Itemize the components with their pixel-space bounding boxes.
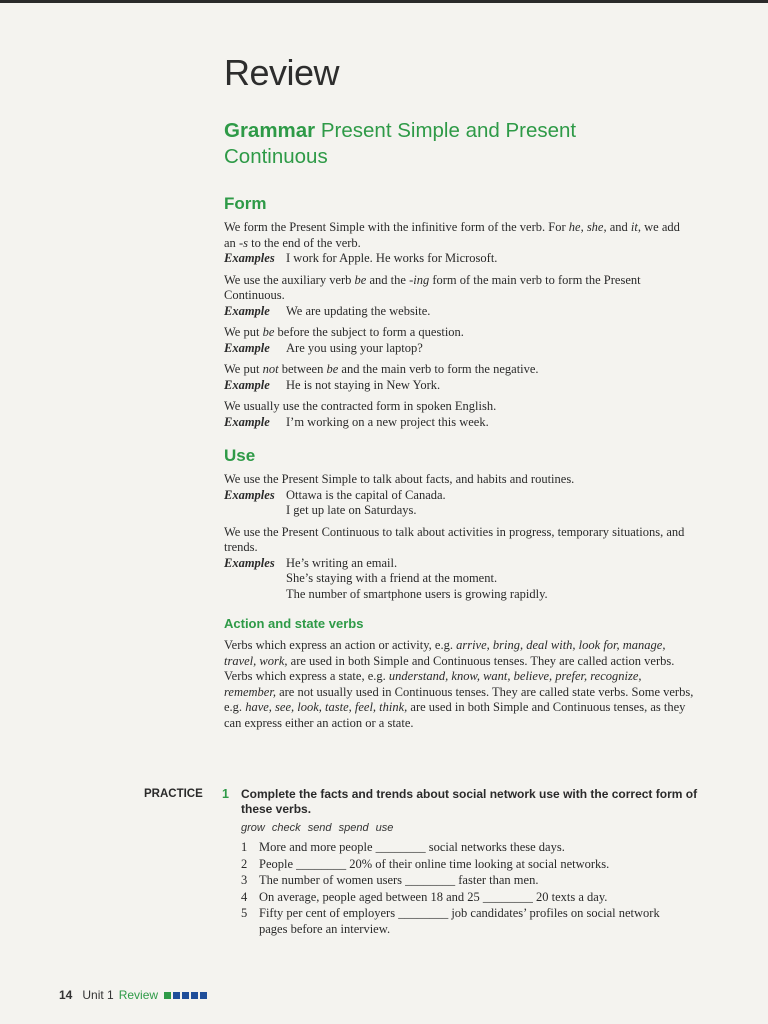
example-row: [224, 556, 694, 603]
list-item: 3 The number of women users ________ faster than men.: [241, 873, 539, 887]
list-item: 5 Fifty per cent of employers ________ job candidates’ profiles on social network pages before an interview.: [241, 906, 660, 936]
form-text-2: We use the auxiliary verb be and the -ing form of the main verb to form the Present Continuous.: [224, 272, 641, 302]
form-block-2: [224, 273, 694, 320]
page-title: Review: [224, 52, 340, 93]
example-row: [224, 488, 694, 519]
form-heading: Form: [224, 194, 267, 213]
footer-section: Review: [118, 988, 159, 1002]
progress-square: [173, 992, 180, 999]
form-text-1: We form the Present Simple with the infinitive form of the verb. For he, she, and it, we add an -s to the end of the verb.: [224, 220, 680, 250]
example-text: The number of smartphone users is growing rapidly.: [286, 586, 548, 601]
word-list: grow check send spend use: [241, 822, 394, 834]
use-block-2: [224, 525, 694, 603]
example-text: Ottawa is the capital of Canada.: [286, 487, 446, 502]
example-row: [224, 251, 694, 267]
list-item: 2 People ________ 20% of their online time looking at social networks.: [241, 856, 610, 871]
form-block-1: [224, 220, 694, 267]
form-block-3: [224, 325, 694, 356]
example-text: I work for Apple. He works for Microsoft.: [286, 251, 498, 265]
progress-square: [164, 992, 171, 999]
progress-squares: [164, 988, 209, 1002]
list-item: 1 More and more people ________ social networks these days.: [241, 840, 565, 854]
page-number: 14: [59, 988, 73, 1002]
progress-square: [191, 992, 198, 999]
progress-square: [182, 992, 189, 999]
example-text: He’s writing an email.: [286, 555, 398, 570]
example-label: Examples: [224, 555, 275, 570]
example-label: Examples: [224, 251, 275, 265]
footer-unit: Unit 1: [82, 988, 114, 1002]
example-row: [224, 378, 694, 394]
action-state-heading: Action and state verbs: [224, 616, 364, 631]
example-text: I get up late on Saturdays.: [286, 503, 417, 517]
example-label: Examples: [224, 487, 275, 502]
example-label: Example: [224, 414, 270, 429]
example-row: [224, 304, 694, 320]
grammar-label: Grammar: [224, 119, 316, 142]
use-block-1: [224, 472, 694, 519]
example-text: He is not staying in New York.: [286, 377, 441, 392]
practice-items: [241, 840, 681, 938]
example-row: [224, 415, 694, 431]
practice-number: 1: [222, 787, 229, 801]
state-verbs-text: Verbs which express a state, e.g. understand, know, want, believe, prefer, recognize, remember, are not usually used in Continuous tenses. They are called state verbs. Some verbs, e.g. have, see, look, taste, feel, think, are used in both Simple and Continuous tenses, as they can express either an action or a state.: [224, 669, 694, 730]
list-item: 4 On average, people aged between 18 and 25 ________ 20 texts a day.: [241, 889, 608, 904]
progress-square: [200, 992, 207, 999]
example-text: Are you using your laptop?: [286, 340, 423, 355]
example-text: I’m working on a new project this week.: [286, 414, 489, 429]
practice-instruction: Complete the facts and trends about social network use with the correct form of these verbs.: [241, 787, 698, 816]
form-block-4: [224, 362, 694, 393]
practice-label: PRACTICE: [144, 788, 203, 800]
form-text-5: We usually use the contracted form in spoken English.: [224, 399, 497, 413]
example-label: Example: [224, 377, 270, 392]
top-rule: [0, 0, 768, 3]
form-text-4: We put not between be and the main verb to form the negative.: [224, 362, 539, 376]
use-text-1: We use the Present Simple to talk about facts, and habits and routines.: [224, 472, 575, 486]
main-content: [224, 40, 694, 731]
example-label: Example: [224, 340, 270, 355]
action-verbs-text: Verbs which express an action or activity, e.g. arrive, bring, deal with, look for, manage, travel, work, are used in both Simple and Continuous tenses. They are called action verbs.: [224, 638, 675, 668]
form-text-3: We put be before the subject to form a question.: [224, 325, 464, 339]
grammar-heading: [224, 118, 664, 170]
page-footer: [59, 988, 209, 1002]
use-heading: Use: [224, 446, 256, 465]
example-label: Example: [224, 303, 270, 318]
example-row: [224, 341, 694, 357]
example-text: We are updating the website.: [286, 303, 431, 318]
example-text: She’s staying with a friend at the moment.: [286, 571, 498, 585]
grammar-topic: Present Simple and Present Continuous: [224, 119, 577, 168]
form-block-5: [224, 399, 694, 430]
use-text-2: We use the Present Continuous to talk about activities in progress, temporary situations, and trends.: [224, 524, 685, 554]
